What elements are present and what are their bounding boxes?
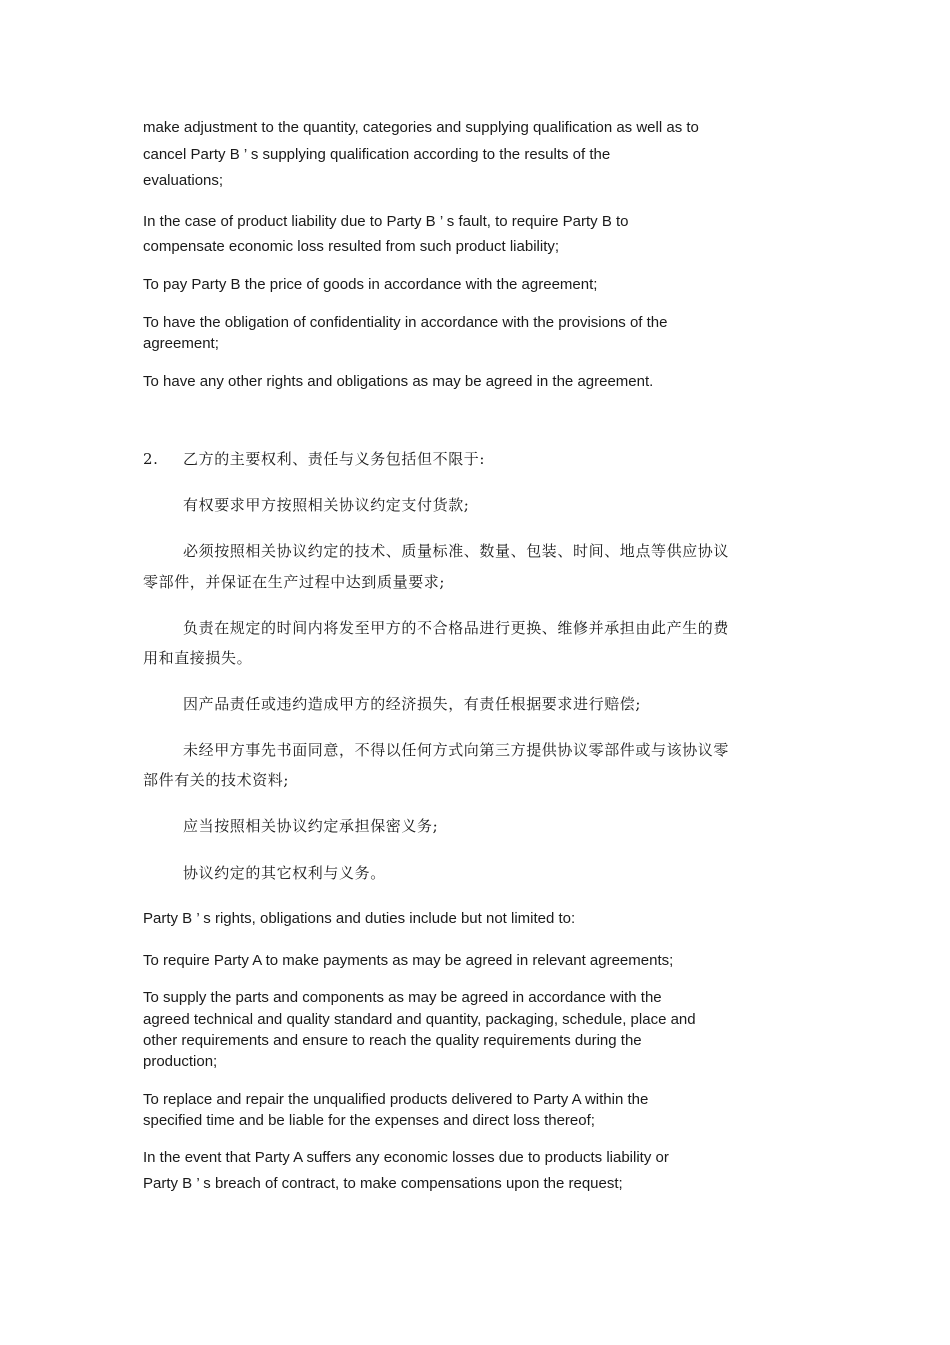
party-b-cn-item1-line1: 有权要求甲方按照相关协议约定支付货款; bbox=[183, 496, 470, 514]
party-b-en-p3-line1: To replace and repair the unqualified products delivered to Party A within the bbox=[143, 1091, 649, 1108]
party-b-en-p1-line1: To require Party A to make payments as may be agreed in relevant agreements; bbox=[143, 952, 674, 969]
party-b-en-p4-line2: Party B ’ s breach of contract, to make compensations upon the request; bbox=[143, 1175, 623, 1192]
party-b-cn-item3-line1: 负责在规定的时间内将发至甲方的不合格品进行更换、维修并承担由此产生的费 bbox=[183, 619, 730, 637]
party-b-cn-item4-line1: 因产品责任或违约造成甲方的经济损失，有责任根据要求进行赔偿; bbox=[183, 695, 642, 713]
party-b-cn-item7-line1: 协议约定的其它权利与义务。 bbox=[183, 864, 386, 882]
party-a-en-p4-line2: agreement; bbox=[143, 335, 219, 352]
party-b-cn-heading: 乙方的主要权利、责任与义务包括但不限于: bbox=[183, 450, 486, 468]
party-a-en-p4-line1: To have the obligation of confidentiality in accordance with the provisions of the bbox=[143, 314, 668, 331]
party-b-en-p2-line4: production; bbox=[143, 1053, 218, 1070]
party-b-cn-item5-line2: 部件有关的技术资料; bbox=[143, 771, 290, 789]
party-b-en-p2-line3: other requirements and ensure to reach the quality requirements during the bbox=[143, 1032, 642, 1049]
party-b-en-p4-line1: In the event that Party A suffers any economic losses due to products liability or bbox=[143, 1149, 669, 1166]
party-b-en-p2-line1: To supply the parts and components as may be agreed in accordance with the bbox=[143, 989, 662, 1006]
party-b-en-p3-line2: specified time and be liable for the expenses and direct loss thereof; bbox=[143, 1112, 595, 1129]
party-a-en-p5-line1: To have any other rights and obligations as may be agreed in the agreement. bbox=[143, 373, 654, 390]
party-a-en-p3-line1: To pay Party B the price of goods in accordance with the agreement; bbox=[143, 276, 598, 293]
party-b-cn-item5-line1: 未经甲方事先书面同意，不得以任何方式向第三方提供协议零部件或与该协议零 bbox=[183, 741, 730, 759]
party-a-en-p1-line3: evaluations; bbox=[143, 172, 224, 189]
party-a-en-p1-line1: make adjustment to the quantity, categories and supplying qualification as well as to bbox=[143, 119, 699, 136]
party-b-cn-item2-line1: 必须按照相关协议约定的技术、质量标准、数量、包装、时间、地点等供应协议 bbox=[183, 542, 730, 560]
party-b-cn-item2-line2: 零部件，并保证在生产过程中达到质量要求; bbox=[143, 573, 446, 591]
party-b-en-heading: Party B ’ s rights, obligations and duties include but not limited to: bbox=[143, 910, 576, 927]
party-b-cn-item6-line1: 应当按照相关协议约定承担保密义务; bbox=[183, 817, 439, 835]
party-a-en-p2-line2: compensate economic loss resulted from such product liability; bbox=[143, 238, 560, 255]
party-b-en-p2-line2: agreed technical and quality standard and quantity, packaging, schedule, place and bbox=[143, 1011, 696, 1028]
party-a-en-p2-line1: In the case of product liability due to Party B ’ s fault, to require Party B to bbox=[143, 213, 629, 230]
party-a-en-p1-line2: cancel Party B ’ s supplying qualification according to the results of the bbox=[143, 146, 611, 163]
section-number: 2. bbox=[143, 450, 159, 468]
party-b-cn-item3-line2: 用和直接损失。 bbox=[143, 649, 253, 667]
